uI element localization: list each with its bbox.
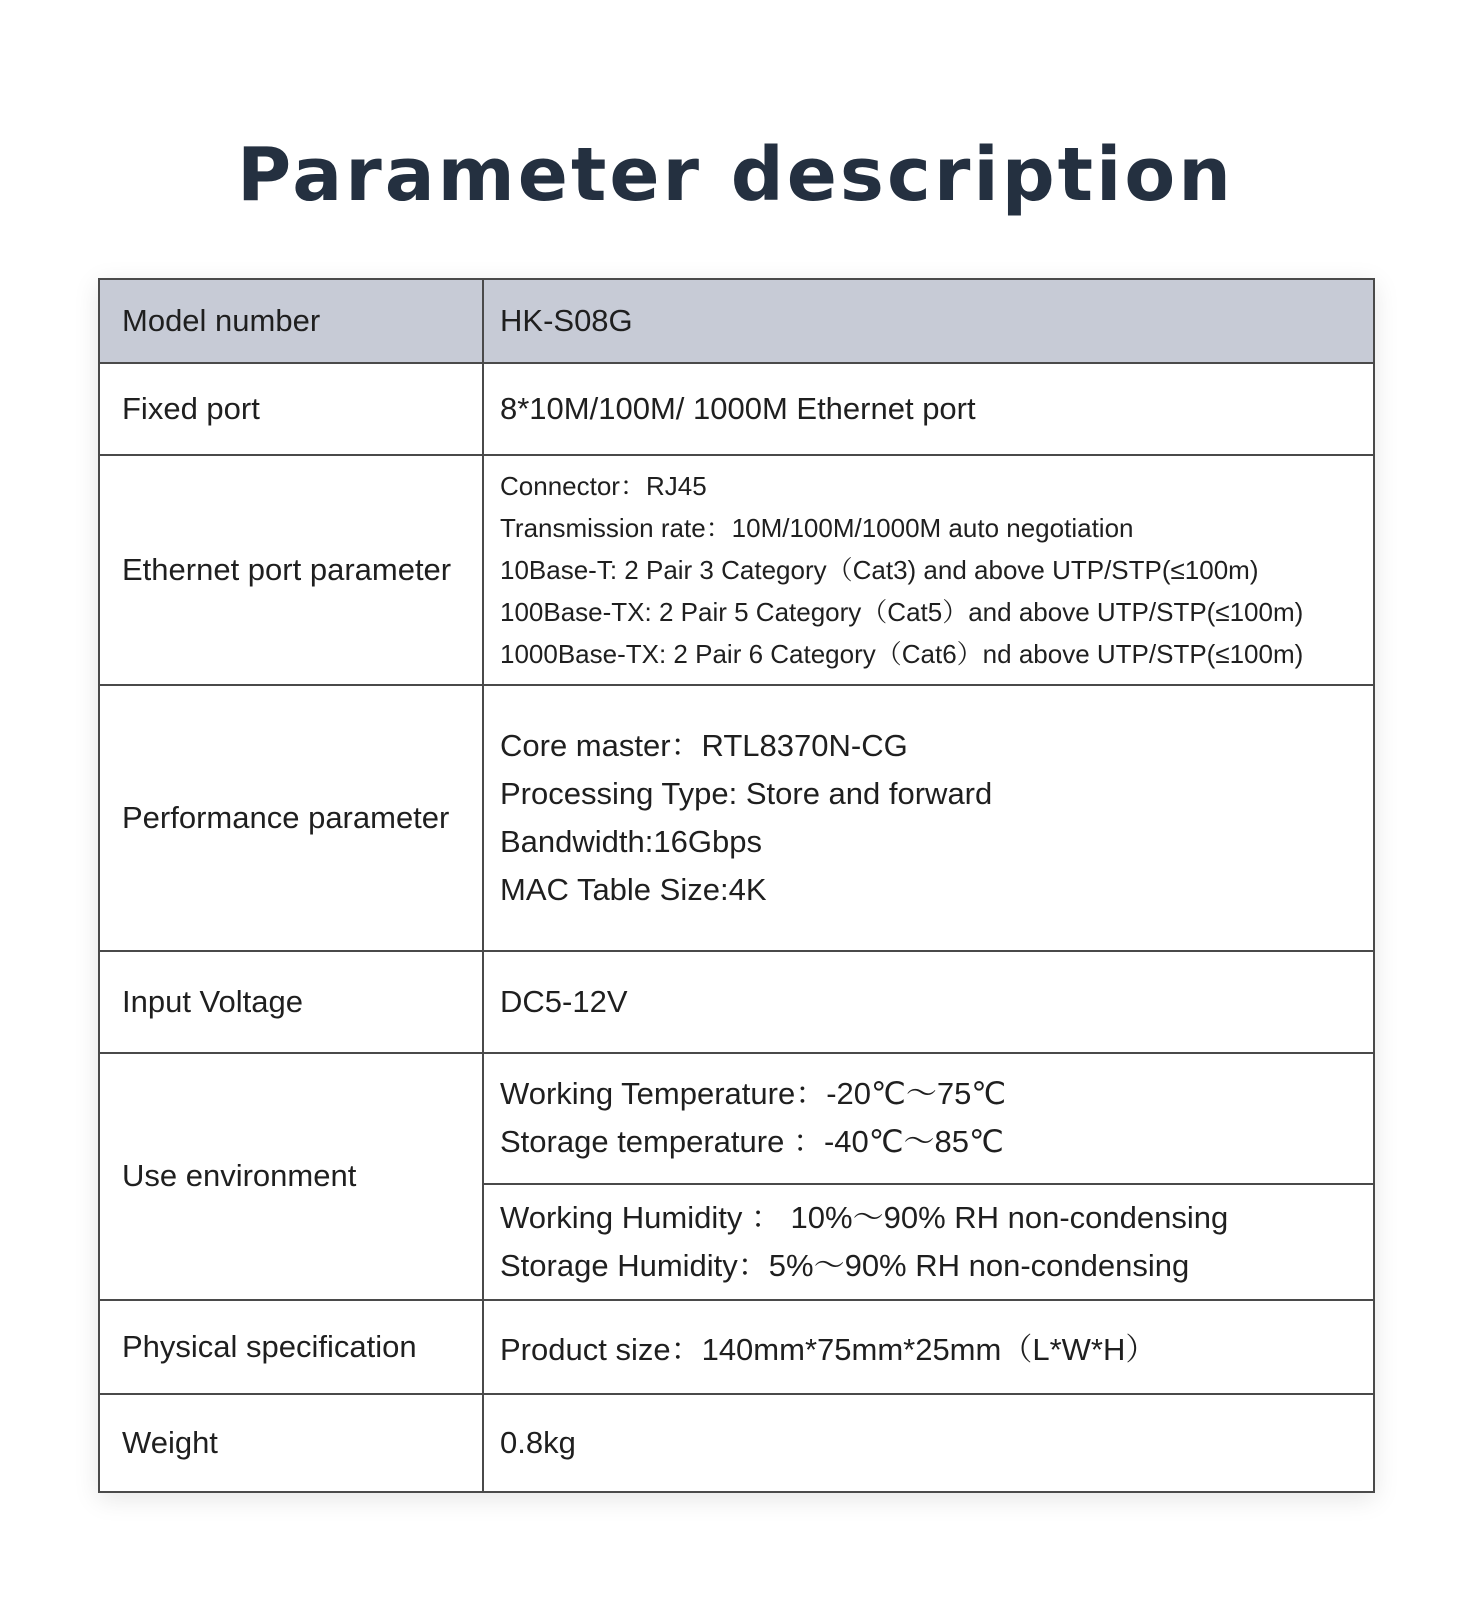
model-number-label: Model number: [99, 279, 483, 363]
parameter-table: [98, 278, 1375, 1493]
weight-value: 0.8kg: [483, 1394, 1374, 1492]
ethernet-port-parameter-label: Ethernet port parameter: [99, 455, 483, 686]
ethernet-transmission-rate-line: Transmission rate：10M/100M/1000M auto negotiation: [500, 512, 1134, 543]
row-fixed-port: [99, 363, 1374, 455]
row-input-voltage: [99, 951, 1374, 1053]
input-voltage-value: DC5-12V: [483, 951, 1374, 1053]
humidity-value: [483, 1184, 1374, 1300]
working-humidity-line: Working Humidity ： 10%～90% RH non-condensing: [500, 1199, 1229, 1235]
mac-table-size-line: MAC Table Size:4K: [500, 872, 767, 908]
row-performance-parameter: [99, 685, 1374, 950]
use-environment-label: Use environment: [99, 1053, 483, 1300]
model-number-value: HK-S08G: [483, 279, 1374, 363]
performance-parameter-value: [483, 685, 1374, 950]
row-use-environment-temperature: [99, 1053, 1374, 1184]
ethernet-10base-t-line: 10Base-T: 2 Pair 3 Category（Cat3) and above UTP/STP(≤100m): [500, 554, 1259, 585]
working-temperature-line: Working Temperature：-20℃～75℃: [500, 1076, 1007, 1112]
row-ethernet-port-parameter: [99, 455, 1374, 686]
bandwidth-line: Bandwidth:16Gbps: [500, 824, 762, 860]
physical-specification-label: Physical specification: [99, 1300, 483, 1394]
fixed-port-label: Fixed port: [99, 363, 483, 455]
ethernet-connector-line: Connector：RJ45: [500, 470, 707, 501]
weight-label: Weight: [99, 1394, 483, 1492]
performance-parameter-label: Performance parameter: [99, 685, 483, 950]
page-title: Parameter description: [237, 132, 1234, 218]
storage-humidity-line: Storage Humidity：5%～90% RH non-condensing: [500, 1247, 1190, 1283]
ethernet-port-parameter-value: [483, 455, 1374, 686]
fixed-port-value: 8*10M/100M/ 1000M Ethernet port: [483, 363, 1374, 455]
row-physical-specification: [99, 1300, 1374, 1394]
ethernet-1000base-tx-line: 1000Base-TX: 2 Pair 6 Category（Cat6）nd above UTP/STP(≤100m): [500, 638, 1304, 669]
temperature-value: [483, 1053, 1374, 1184]
ethernet-100base-tx-line: 100Base-TX: 2 Pair 5 Category（Cat5）and above UTP/STP(≤100m): [500, 596, 1304, 627]
input-voltage-label: Input Voltage: [99, 951, 483, 1053]
row-model-number: [99, 279, 1374, 363]
row-weight: [99, 1394, 1374, 1492]
core-master-line: Core master：RTL8370N-CG: [500, 728, 908, 764]
storage-temperature-line: Storage temperature ：-40℃～85℃: [500, 1124, 1004, 1160]
physical-specification-value: Product size：140mm*75mm*25mm（L*W*H）: [483, 1300, 1374, 1394]
processing-type-line: Processing Type: Store and forward: [500, 776, 993, 812]
